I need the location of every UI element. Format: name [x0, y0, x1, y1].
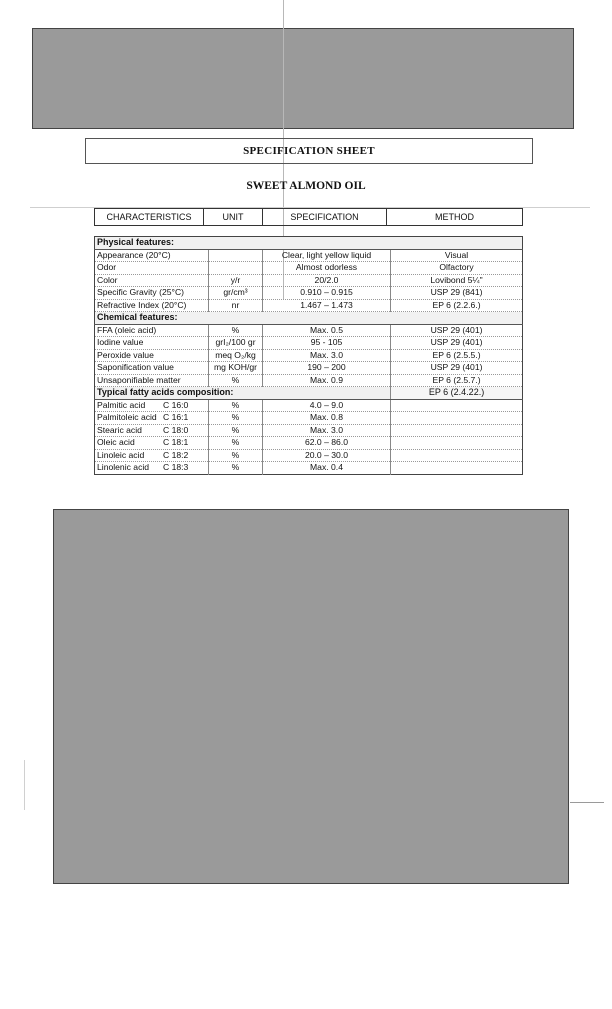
spec-header-table — [94, 208, 523, 226]
cell-method: USP 29 (401) — [391, 337, 523, 350]
table-row — [95, 362, 523, 375]
cell-unit: % — [209, 374, 263, 387]
cell-characteristic: Color — [95, 274, 209, 287]
section-row-physical — [95, 237, 523, 250]
table-row — [95, 437, 523, 450]
cell-spec: 62.0 – 86.0 — [263, 437, 391, 450]
cell-method — [391, 462, 523, 475]
fatty-acid-code: C 18:3 — [163, 462, 189, 472]
cell-unit: y/r — [209, 274, 263, 287]
cell-method: EP 6 (2.5.5.) — [391, 349, 523, 362]
cell-characteristic: Unsaponifiable matter — [95, 374, 209, 387]
cell-unit: % — [209, 324, 263, 337]
cell-method: EP 6 (2.5.7.) — [391, 374, 523, 387]
table-row — [95, 399, 523, 412]
fatty-acid-code: C 18:2 — [163, 449, 189, 460]
cell-method: USP 29 (401) — [391, 324, 523, 337]
cell-unit: % — [209, 437, 263, 450]
table-row — [95, 324, 523, 337]
cell-spec: 20/2.0 — [263, 274, 391, 287]
table-row — [95, 412, 523, 425]
fatty-acid-name: Palmitoleic acid — [97, 412, 157, 422]
cell-unit: % — [209, 424, 263, 437]
fatty-acid-name: Stearic acid — [97, 424, 142, 435]
cell-unit: nr — [209, 299, 263, 312]
cell-unit — [209, 262, 263, 275]
fatty-acid-code: C 18:0 — [163, 424, 189, 435]
cell-method: Lovibond 5¼" — [391, 274, 523, 287]
cell-spec: Max. 0.9 — [263, 374, 391, 387]
cell-spec: 20.0 – 30.0 — [263, 449, 391, 462]
cell-unit: % — [209, 399, 263, 412]
cell-unit: % — [209, 449, 263, 462]
fatty-acid-name: Linoleic acid — [97, 449, 145, 460]
fatty-acid-code: C 16:1 — [163, 412, 189, 422]
fatty-acid-name: Linolenic acid — [97, 462, 150, 472]
cell-spec: 4.0 – 9.0 — [263, 399, 391, 412]
cell-unit: gr/cm³ — [209, 287, 263, 300]
cell-unit: mg KOH/gr — [209, 362, 263, 375]
product-name: SWEET ALMOND OIL — [246, 180, 366, 192]
table-row — [95, 287, 523, 300]
cell-spec: 95 - 105 — [263, 337, 391, 350]
cell-unit: % — [209, 412, 263, 425]
title-box — [85, 138, 533, 164]
cell-method — [391, 437, 523, 450]
fatty-acid-name: Palmitic acid — [97, 399, 146, 410]
cell-spec: 190 – 200 — [263, 362, 391, 375]
table-row — [95, 299, 523, 312]
scan-edge-mark — [570, 802, 604, 803]
table-row — [95, 462, 523, 475]
section-label: Typical fatty acids composition: — [95, 387, 391, 400]
table-row — [95, 424, 523, 437]
cell-method: EP 6 (2.2.6.) — [391, 299, 523, 312]
redaction-box-bottom — [53, 509, 569, 884]
fatty-acid-name: Oleic acid — [97, 437, 135, 447]
page-title: SPECIFICATION SHEET — [243, 145, 375, 157]
cell-characteristic: Saponification value — [95, 362, 209, 375]
cell-characteristic: Appearance (20°C) — [95, 249, 209, 262]
cell-spec: Clear, light yellow liquid — [263, 249, 391, 262]
cell-spec: Almost odorless — [263, 262, 391, 275]
section-label: Chemical features: — [95, 312, 523, 325]
cell-characteristic: Odor — [95, 262, 209, 275]
table-row — [95, 449, 523, 462]
fatty-acid-code: C 16:0 — [163, 399, 189, 410]
cell-method — [391, 449, 523, 462]
cell-unit: grI₂/100 gr — [209, 337, 263, 350]
cell-spec: 1.467 – 1.473 — [263, 299, 391, 312]
cell-characteristic — [95, 462, 209, 475]
table-row — [95, 274, 523, 287]
table-row — [95, 337, 523, 350]
cell-spec: Max. 3.0 — [263, 349, 391, 362]
spec-table — [94, 236, 523, 475]
table-row — [95, 374, 523, 387]
cell-spec: 0.910 – 0.915 — [263, 287, 391, 300]
cell-spec: Max. 0.5 — [263, 324, 391, 337]
cell-method: EP 6 (2.4.22.) — [391, 387, 523, 400]
section-row-fatty-acids — [95, 387, 523, 400]
cell-characteristic — [95, 449, 209, 462]
cell-method — [391, 424, 523, 437]
table-row — [95, 249, 523, 262]
table-row — [95, 262, 523, 275]
cell-characteristic — [95, 424, 209, 437]
cell-method — [391, 399, 523, 412]
header-method: METHOD — [435, 212, 474, 222]
cell-spec: Max. 0.8 — [263, 412, 391, 425]
cell-method: Olfactory — [391, 262, 523, 275]
redaction-box-top — [32, 28, 574, 129]
header-characteristics: CHARACTERISTICS — [95, 209, 204, 226]
table-row — [95, 349, 523, 362]
header-unit: UNIT — [204, 209, 263, 226]
cell-spec: Max. 3.0 — [263, 424, 391, 437]
cell-characteristic: Iodine value — [95, 337, 209, 350]
scan-edge-mark — [24, 760, 25, 810]
cell-unit: % — [209, 462, 263, 475]
cell-characteristic — [95, 399, 209, 412]
cell-method: USP 29 (401) — [391, 362, 523, 375]
section-label: Physical features: — [95, 237, 523, 250]
cell-characteristic: FFA (oleic acid) — [95, 324, 209, 337]
cell-characteristic: Peroxide value — [95, 349, 209, 362]
cell-method — [391, 412, 523, 425]
section-row-chemical — [95, 312, 523, 325]
cell-unit: meq O₂/kg — [209, 349, 263, 362]
cell-method: USP 29 (841) — [391, 287, 523, 300]
cell-method: Visual — [391, 249, 523, 262]
cell-characteristic — [95, 437, 209, 450]
cell-spec: Max. 0.4 — [263, 462, 391, 475]
cell-unit — [209, 249, 263, 262]
cell-characteristic — [95, 412, 209, 425]
header-specification: SPECIFICATION — [263, 209, 387, 226]
cell-characteristic: Specific Gravity (25°C) — [95, 287, 209, 300]
cell-characteristic: Refractive Index (20°C) — [95, 299, 209, 312]
fatty-acid-code: C 18:1 — [163, 437, 189, 447]
